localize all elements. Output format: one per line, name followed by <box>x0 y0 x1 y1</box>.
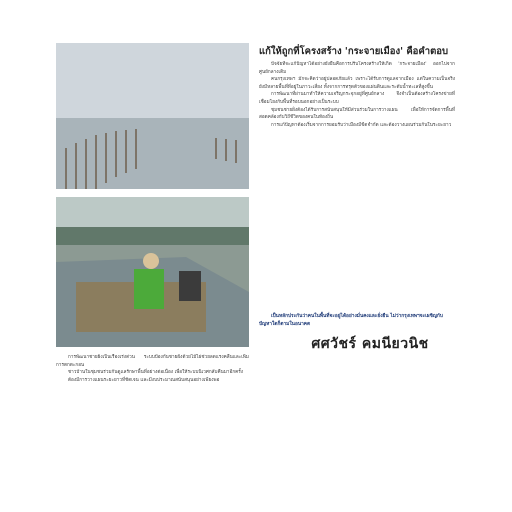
right-paragraph-4: ชุมชนชายฝั่งต้องได้รับการสนับสนุนให้มีส่วนร่วมในการวางแผน เพื่อให้การจัดการพื้นที่สอดคล้องกับวิถีชีวิตของคนในท้องถิ่น <box>259 107 455 121</box>
right-paragraph-1: ปัจจัยที่จะแก้ปัญหาได้อย่างยั่งยืนคือการปรับโครงสร้างให้เกิด 'กระจายเมือง' ออกไปจากศูนย์กลางเดิม <box>259 62 455 75</box>
workers-on-boat-photo <box>56 197 249 347</box>
highlight-text: เป็นหลักประกันว่าคนในพื้นที่จะอยู่ได้อย่างมั่นคงและยั่งยืน ไม่ว่ากรุงเทพฯจะเผชิญกับปัญหาใดก็ตามในอนาคต <box>259 314 443 327</box>
right-paragraph-3: การพัฒนาที่ผ่านมาทำให้ความเจริญกระจุกอยู่ที่ศูนย์กลาง จึงจำเป็นต้องสร้างโครงข่ายที่เชื่อมโยงกับพื้นที่รอบนอกอย่างเป็นระบบ <box>259 92 455 105</box>
article-headline: แก้ให้ถูกที่โครงสร้าง 'กระจายเมือง' คือคำตอบ <box>259 46 448 57</box>
author-name: ศศวัชร์ คมนียวนิช <box>311 336 429 352</box>
right-body-text <box>259 61 455 311</box>
highlight-quote <box>259 313 455 328</box>
left-body-text <box>56 354 249 504</box>
right-paragraph-2: คนกรุงเทพฯ มักจะคิดว่าอยู่ปลอดภัยแล้ว เพราะได้รับการดูแลจากเมือง แต่ในความเป็นจริงยังมีหลายพื้นที่ที่อยู่ในภาวะเสี่ยง ทั้งจากการทรุดตัวของแผ่นดินและระดับน้ำทะเลที่สูงขึ้น <box>259 77 455 90</box>
bamboo-seawall-photo <box>56 43 249 189</box>
right-paragraph-5: การแก้ปัญหาต้องเริ่มจากการยอมรับว่าเมืองมีขีดจำกัด และต้องวางแผนร่วมกันในระยะยาว <box>271 122 452 128</box>
left-paragraph-1: การพัฒนาชายฝั่งเป็นเรื่องเร่งด่วน ระบบป้องกันชายฝั่งด้วยไม้ไผ่ช่วยลดแรงคลื่นและเพิ่มการตกตะกอน <box>56 355 249 368</box>
left-paragraph-3: ต้องมีการวางแผนระยะยาวที่ชัดเจน และมีงบประมาณสนับสนุนอย่างเพียงพอ <box>68 377 220 383</box>
left-paragraph-2: ชาวบ้านในชุมชนร่วมกันดูแลรักษาพื้นที่อย่างต่อเนื่อง เพื่อให้ระบบนิเวศกลับคืนมาอีกครั้ง <box>68 370 244 376</box>
